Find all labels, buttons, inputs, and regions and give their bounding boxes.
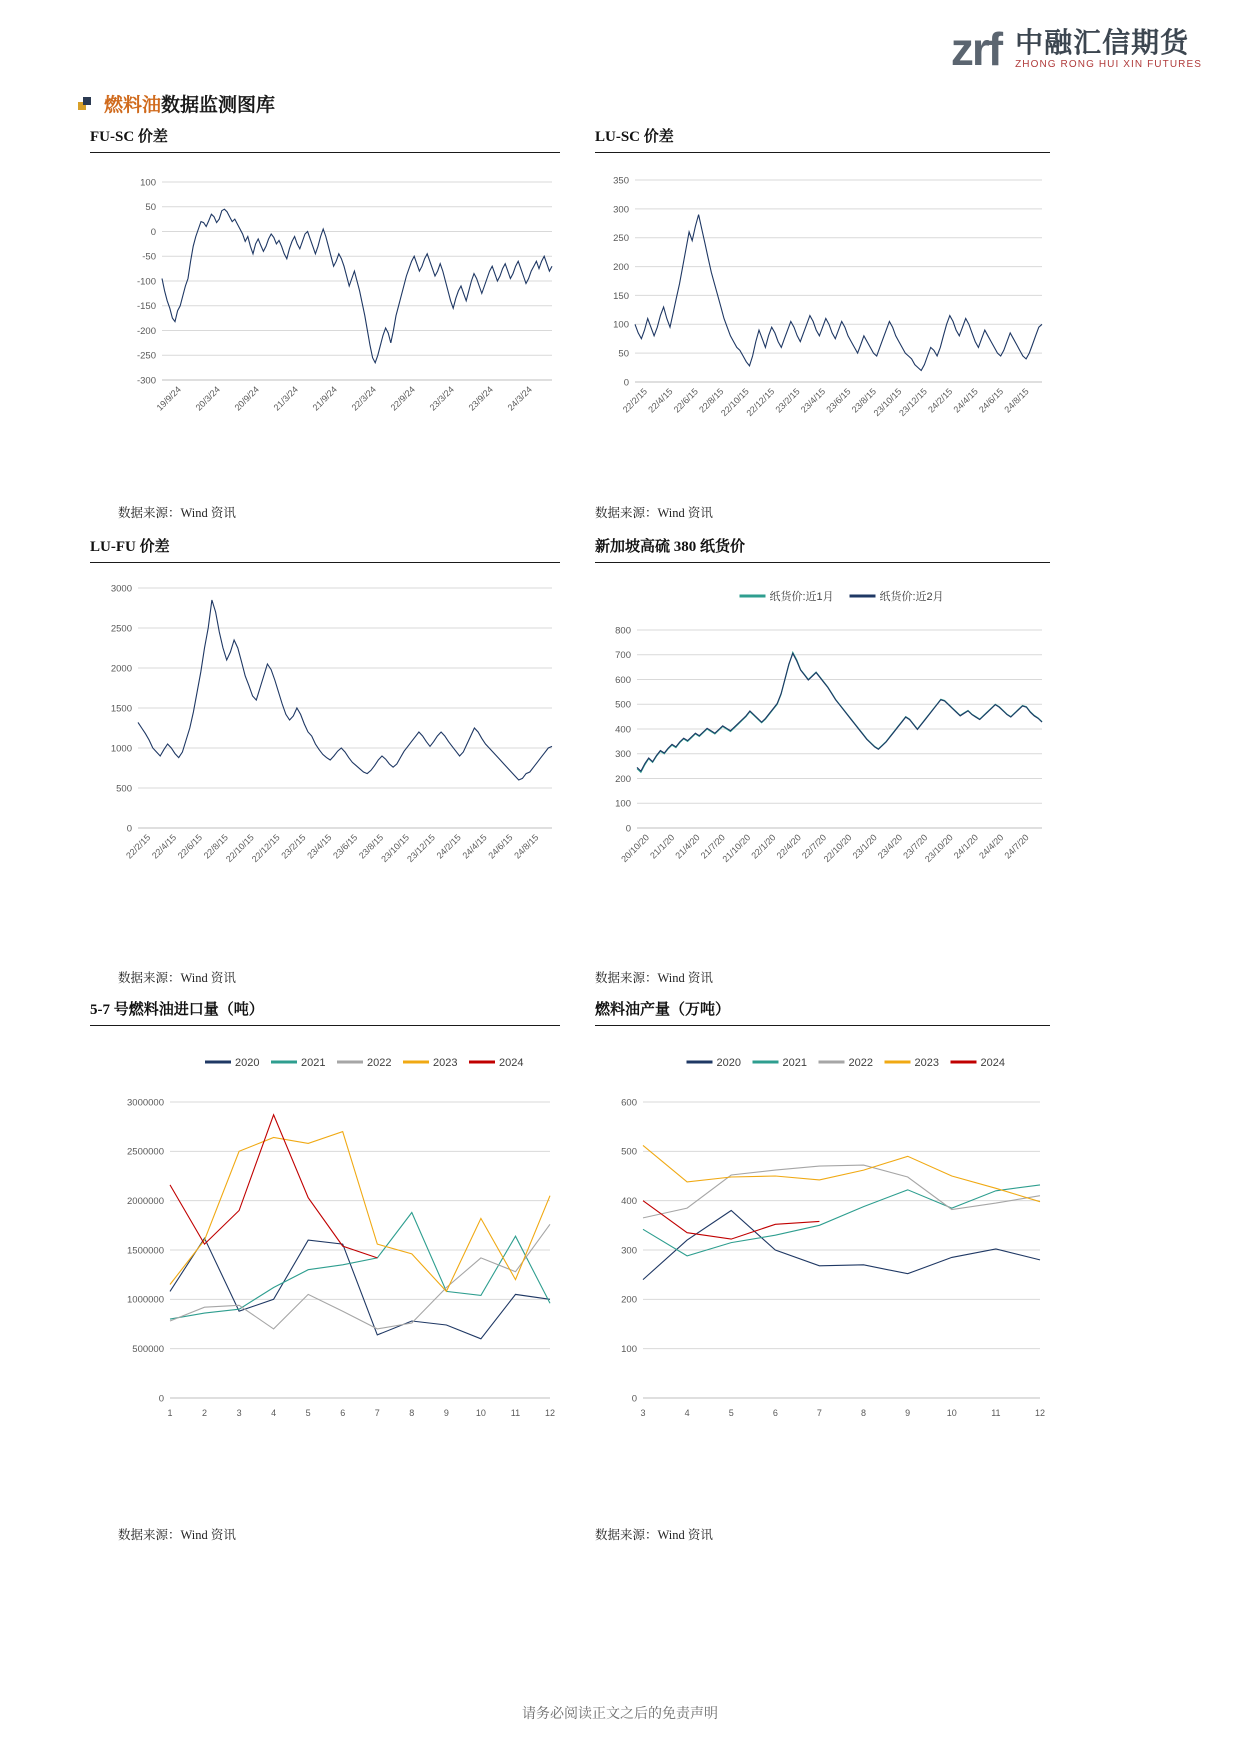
svg-text:21/3/24: 21/3/24	[271, 384, 300, 413]
bullet-icon	[78, 97, 92, 111]
svg-text:-150: -150	[136, 301, 156, 313]
svg-text:0: 0	[126, 823, 132, 835]
svg-text:23/2/15: 23/2/15	[279, 832, 308, 861]
chart-sg380	[595, 578, 1050, 918]
svg-text:23/4/15: 23/4/15	[305, 832, 334, 861]
chart-block-fu-sc	[90, 125, 560, 153]
chart-block-lu-fu	[90, 535, 560, 563]
svg-text:350: 350	[613, 175, 629, 187]
svg-text:500: 500	[615, 699, 631, 711]
svg-text:24/4/20: 24/4/20	[977, 832, 1006, 861]
svg-text:22/9/24: 22/9/24	[388, 384, 417, 413]
divider	[90, 1025, 560, 1026]
svg-text:23/10/15: 23/10/15	[871, 386, 904, 419]
svg-text:9: 9	[443, 1408, 449, 1418]
svg-text:24/6/15: 24/6/15	[976, 386, 1006, 415]
chart-title-output: 燃料油产量（万吨）	[595, 1002, 731, 1018]
svg-text:22/7/20: 22/7/20	[799, 832, 829, 861]
svg-text:3000: 3000	[110, 583, 132, 595]
svg-text:2020: 2020	[716, 1057, 741, 1069]
svg-text:2022: 2022	[848, 1057, 873, 1069]
brand-name-en: ZHONG RONG HUI XIN FUTURES	[1015, 58, 1202, 70]
svg-text:7: 7	[816, 1408, 822, 1418]
svg-text:5: 5	[728, 1408, 734, 1418]
svg-text:7: 7	[374, 1408, 380, 1418]
svg-text:23/7/20: 23/7/20	[901, 832, 930, 861]
divider	[595, 562, 1050, 563]
svg-text:22/8/15: 22/8/15	[201, 832, 230, 861]
svg-text:-100: -100	[136, 276, 156, 288]
svg-text:22/2/15: 22/2/15	[124, 832, 153, 861]
svg-text:700: 700	[615, 650, 631, 662]
chart-source-fu-sc: 数据来源：Wind 资讯	[118, 506, 236, 520]
svg-text:23/12/15: 23/12/15	[897, 386, 929, 419]
svg-text:24/6/15: 24/6/15	[486, 832, 515, 861]
svg-text:2022: 2022	[367, 1057, 392, 1069]
svg-text:50: 50	[145, 202, 156, 214]
chart-title-fu-sc: FU-SC 价差	[90, 129, 168, 145]
svg-text:0: 0	[150, 226, 156, 238]
svg-text:22/12/15: 22/12/15	[744, 386, 777, 419]
chart-block-output	[595, 998, 1050, 1026]
section-title-highlight: 燃料油	[104, 95, 162, 116]
svg-text:8: 8	[409, 1408, 415, 1418]
chart-title-lu-sc: LU-SC 价差	[595, 129, 674, 145]
svg-text:200: 200	[621, 1294, 637, 1306]
svg-text:200: 200	[613, 261, 629, 273]
svg-text:24/2/15: 24/2/15	[926, 386, 955, 415]
svg-text:23/8/15: 23/8/15	[849, 386, 879, 415]
svg-text:22/10/15: 22/10/15	[719, 386, 751, 419]
svg-text:100: 100	[140, 177, 156, 189]
svg-text:22/12/15: 22/12/15	[249, 832, 282, 865]
svg-text:2: 2	[202, 1408, 208, 1418]
chart-title-sg380: 新加坡高硫 380 纸货价	[595, 539, 746, 555]
svg-text:23/10/20: 23/10/20	[922, 832, 955, 865]
svg-text:0: 0	[623, 377, 629, 389]
chart-source-lu-sc: 数据来源：Wind 资讯	[595, 506, 713, 520]
svg-text:24/4/15: 24/4/15	[951, 386, 980, 415]
svg-text:24/4/15: 24/4/15	[460, 832, 489, 861]
svg-text:2024: 2024	[980, 1057, 1005, 1069]
svg-text:20/10/20: 20/10/20	[619, 832, 652, 865]
svg-text:23/8/15: 23/8/15	[356, 832, 386, 861]
svg-text:3000000: 3000000	[127, 1097, 164, 1109]
svg-text:3: 3	[640, 1408, 646, 1418]
svg-text:24/8/15: 24/8/15	[1002, 386, 1031, 415]
svg-text:21/7/20: 21/7/20	[698, 832, 728, 861]
footer-disclaimer: 请务必阅读正文之后的免责声明	[522, 1707, 718, 1722]
section-title-text	[104, 90, 275, 117]
svg-text:21/1/20: 21/1/20	[648, 832, 677, 861]
svg-text:6: 6	[340, 1408, 346, 1418]
chart-source-output: 数据来源：Wind 资讯	[595, 1528, 713, 1542]
svg-text:19/9/24: 19/9/24	[154, 384, 183, 413]
svg-text:2021: 2021	[782, 1057, 807, 1069]
svg-text:-200: -200	[136, 325, 156, 337]
svg-text:2000000: 2000000	[127, 1196, 164, 1208]
svg-text:20/9/24: 20/9/24	[232, 384, 261, 413]
svg-text:50: 50	[618, 348, 629, 360]
svg-text:0: 0	[158, 1393, 164, 1405]
svg-text:11: 11	[510, 1408, 521, 1418]
svg-text:1: 1	[167, 1408, 173, 1418]
svg-text:22/8/15: 22/8/15	[697, 386, 726, 415]
chart-block-sg380	[595, 535, 1050, 563]
svg-text:2021: 2021	[301, 1057, 326, 1069]
svg-text:23/1/20: 23/1/20	[850, 832, 879, 861]
svg-text:200: 200	[615, 773, 631, 785]
chart-output	[595, 1050, 1050, 1440]
svg-text:22/4/15: 22/4/15	[149, 832, 179, 861]
svg-text:10: 10	[475, 1408, 486, 1418]
svg-text:23/9/24: 23/9/24	[466, 384, 495, 413]
svg-text:23/2/15: 23/2/15	[773, 386, 802, 415]
svg-text:11: 11	[991, 1408, 1001, 1418]
svg-text:600: 600	[615, 674, 631, 686]
svg-text:100: 100	[615, 798, 631, 810]
divider	[595, 1025, 1050, 1026]
chart-title-import: 5-7 号燃料油进口量（吨）	[90, 1002, 264, 1018]
brand-logo	[950, 23, 1202, 75]
svg-text:-300: -300	[136, 375, 156, 387]
svg-text:22/10/15: 22/10/15	[223, 832, 256, 865]
svg-text:2500: 2500	[110, 623, 132, 635]
chart-lu-fu	[90, 578, 560, 918]
chart-source-import: 数据来源：Wind 资讯	[118, 1528, 236, 1542]
chart-source-sg380: 数据来源：Wind 资讯	[595, 971, 713, 985]
svg-text:1500: 1500	[110, 703, 132, 715]
svg-text:22/6/15: 22/6/15	[175, 832, 205, 861]
svg-text:23/4/20: 23/4/20	[875, 832, 905, 861]
svg-text:0: 0	[631, 1393, 637, 1405]
svg-text:2000: 2000	[110, 663, 132, 675]
svg-text:250: 250	[613, 233, 629, 245]
svg-text:8: 8	[861, 1408, 867, 1418]
svg-text:22/10/20: 22/10/20	[821, 832, 854, 865]
svg-text:1000: 1000	[110, 743, 132, 755]
svg-text:500: 500	[621, 1146, 637, 1158]
svg-text:10: 10	[946, 1408, 957, 1418]
svg-text:100: 100	[621, 1344, 637, 1356]
svg-text:600: 600	[621, 1097, 637, 1109]
svg-text:21/4/20: 21/4/20	[673, 832, 702, 861]
svg-text:22/4/20: 22/4/20	[774, 832, 803, 861]
svg-text:23/4/15: 23/4/15	[798, 386, 828, 415]
chart-title-lu-fu: LU-FU 价差	[90, 539, 170, 555]
svg-text:23/10/15: 23/10/15	[379, 832, 412, 865]
svg-text:-50: -50	[142, 251, 156, 263]
logo-mark: zrf	[950, 23, 1002, 75]
svg-text:12: 12	[1034, 1408, 1046, 1418]
svg-text:20/3/24: 20/3/24	[193, 384, 222, 413]
svg-text:24/3/24: 24/3/24	[505, 384, 534, 413]
chart-import	[90, 1050, 560, 1440]
svg-text:24/8/15: 24/8/15	[512, 832, 541, 861]
svg-text:4: 4	[684, 1408, 690, 1418]
chart-lu-sc	[595, 170, 1050, 460]
svg-text:23/3/24: 23/3/24	[427, 384, 456, 413]
svg-text:22/1/20: 22/1/20	[749, 832, 778, 861]
svg-text:23/6/15: 23/6/15	[331, 832, 360, 861]
section-title	[78, 90, 275, 117]
svg-text:23/6/15: 23/6/15	[824, 386, 853, 415]
svg-text:500000: 500000	[132, 1344, 164, 1356]
svg-text:24/1/20: 24/1/20	[951, 832, 981, 861]
svg-text:22/3/24: 22/3/24	[349, 384, 378, 413]
brand-name-cn: 中融汇信期货	[1015, 26, 1190, 58]
divider	[90, 152, 560, 153]
svg-text:24/7/20: 24/7/20	[1002, 832, 1031, 861]
svg-text:21/9/24: 21/9/24	[310, 384, 339, 413]
svg-text:9: 9	[905, 1408, 911, 1418]
svg-text:300: 300	[615, 749, 631, 761]
svg-text:150: 150	[613, 290, 629, 302]
svg-text:2024: 2024	[499, 1057, 524, 1069]
svg-text:4: 4	[271, 1408, 277, 1418]
svg-text:22/6/15: 22/6/15	[671, 386, 701, 415]
svg-text:2023: 2023	[433, 1057, 458, 1069]
svg-text:23/12/15: 23/12/15	[405, 832, 437, 865]
svg-text:21/10/20: 21/10/20	[720, 832, 753, 865]
svg-text:1000000: 1000000	[127, 1294, 164, 1306]
svg-text:22/2/15: 22/2/15	[620, 386, 650, 415]
svg-text:-250: -250	[136, 350, 156, 362]
svg-text:300: 300	[613, 204, 629, 216]
chart-source-lu-fu: 数据来源：Wind 资讯	[118, 971, 236, 985]
svg-text:6: 6	[772, 1408, 778, 1418]
svg-text:400: 400	[621, 1196, 637, 1208]
svg-text:400: 400	[615, 724, 631, 736]
svg-text:24/2/15: 24/2/15	[434, 832, 463, 861]
divider	[595, 152, 1050, 153]
svg-text:22/4/15: 22/4/15	[646, 386, 675, 415]
svg-text:1500000: 1500000	[127, 1245, 164, 1257]
svg-text:2020: 2020	[235, 1057, 260, 1069]
svg-text:800: 800	[615, 625, 631, 637]
svg-text:2023: 2023	[914, 1057, 939, 1069]
svg-text:3: 3	[236, 1408, 242, 1418]
svg-text:0: 0	[625, 823, 631, 835]
svg-text:100: 100	[613, 319, 629, 331]
chart-block-import	[90, 998, 560, 1026]
svg-text:500: 500	[116, 783, 132, 795]
svg-text:12: 12	[544, 1408, 556, 1418]
divider	[90, 562, 560, 563]
svg-text:纸货价:近1月: 纸货价:近1月	[769, 591, 834, 603]
svg-text:纸货价:近2月: 纸货价:近2月	[879, 591, 944, 603]
svg-text:2500000: 2500000	[127, 1146, 164, 1158]
chart-block-lu-sc	[595, 125, 1050, 153]
svg-text:5: 5	[305, 1408, 311, 1418]
svg-text:300: 300	[621, 1245, 637, 1257]
chart-fu-sc	[90, 170, 560, 490]
section-title-rest: 数据监测图库	[161, 95, 276, 116]
